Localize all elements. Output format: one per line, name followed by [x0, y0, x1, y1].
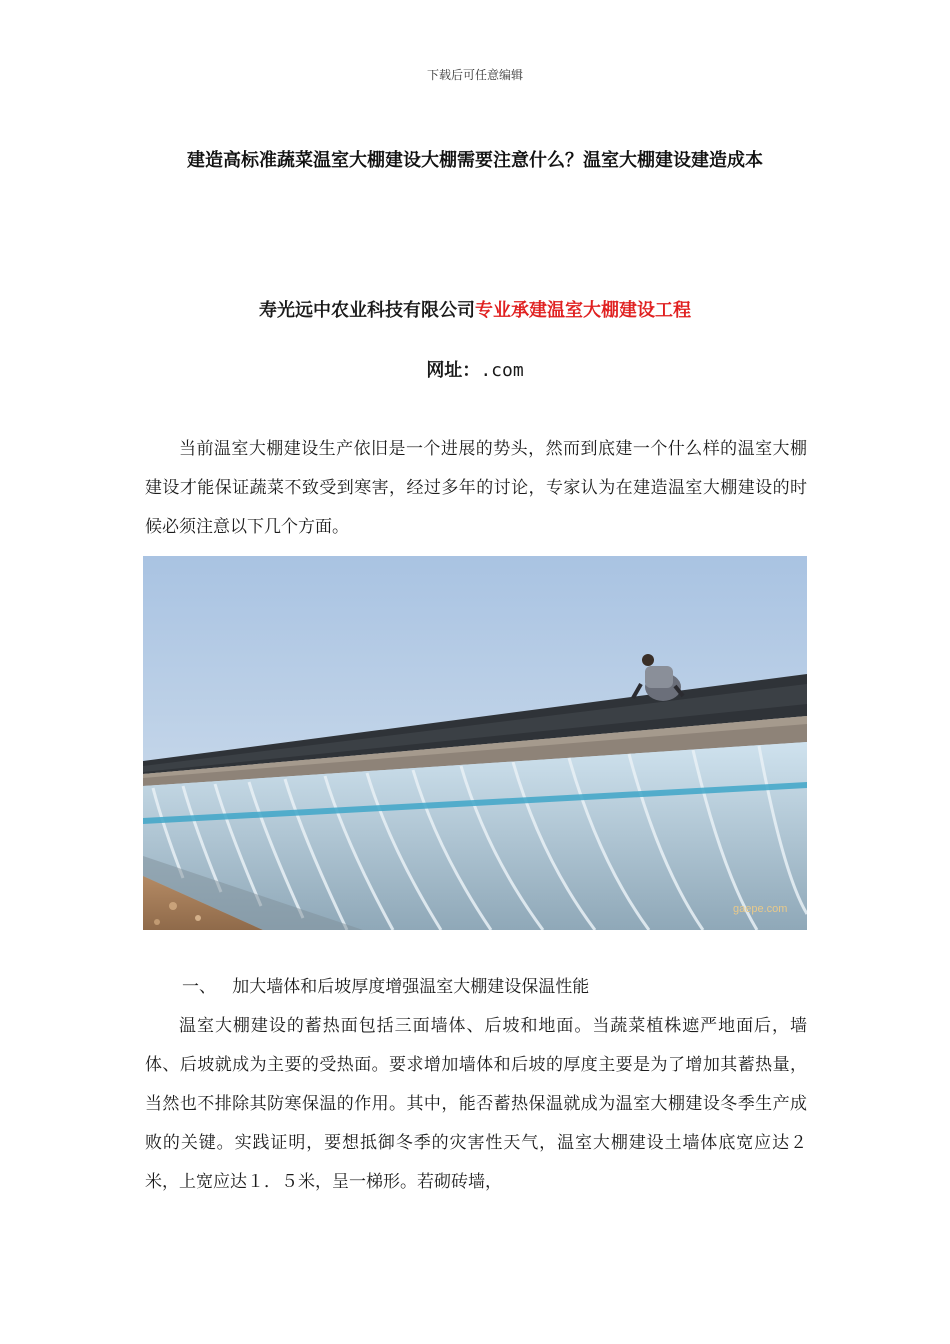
- section-1-paragraph: 温室大棚建设的蓄热面包括三面墙体、后坡和地面。当蔬菜植株遮严地面后，墙体、后坡就成为主要的受热面。要求增加墙体和后坡的厚度主要是为了增加其蓄热量，当然也不排除其防寒保温的作用。其中，能否蓄热保温就成为温室大棚建设冬季生产成败的关键。实践证明，要想抵御冬季的灾害性天气，温室大棚建设土墙体底宽应达２米，上宽应达１．５米，呈一梯形。若砌砖墙，: [145, 1016, 807, 1192]
- company-slogan: 专业承建温室大棚建设工程: [475, 300, 691, 321]
- photo-watermark: gaepe.com: [733, 903, 788, 915]
- website-line: [0, 356, 950, 382]
- website-value: .com: [480, 360, 524, 381]
- header-note: 下载后可任意编辑: [426, 68, 523, 82]
- section-1-heading-text: 加大墙体和后坡厚度增强温室大棚建设保温性能: [232, 977, 590, 997]
- section-1-heading: [182, 972, 589, 997]
- company-name: 寿光远中农业科技有限公司: [259, 300, 475, 321]
- document-title: 建造高标准蔬菜温室大棚建设大棚需要注意什么？温室大棚建设建造成本: [187, 150, 763, 171]
- greenhouse-photo: [143, 556, 807, 930]
- section-1-number: 一、: [182, 977, 216, 997]
- intro-paragraph: 当前温室大棚建设生产依旧是一个进展的势头，然而到底建一个什么样的温室大棚建设才能保证蔬菜不致受到寒害，经过多年的讨论，专家认为在建造温室大棚建设的时候必须注意以下几个方面。: [145, 439, 807, 537]
- greenhouse-illustration: [143, 556, 807, 930]
- website-label: 网址：: [426, 360, 481, 381]
- company-line: [0, 296, 950, 322]
